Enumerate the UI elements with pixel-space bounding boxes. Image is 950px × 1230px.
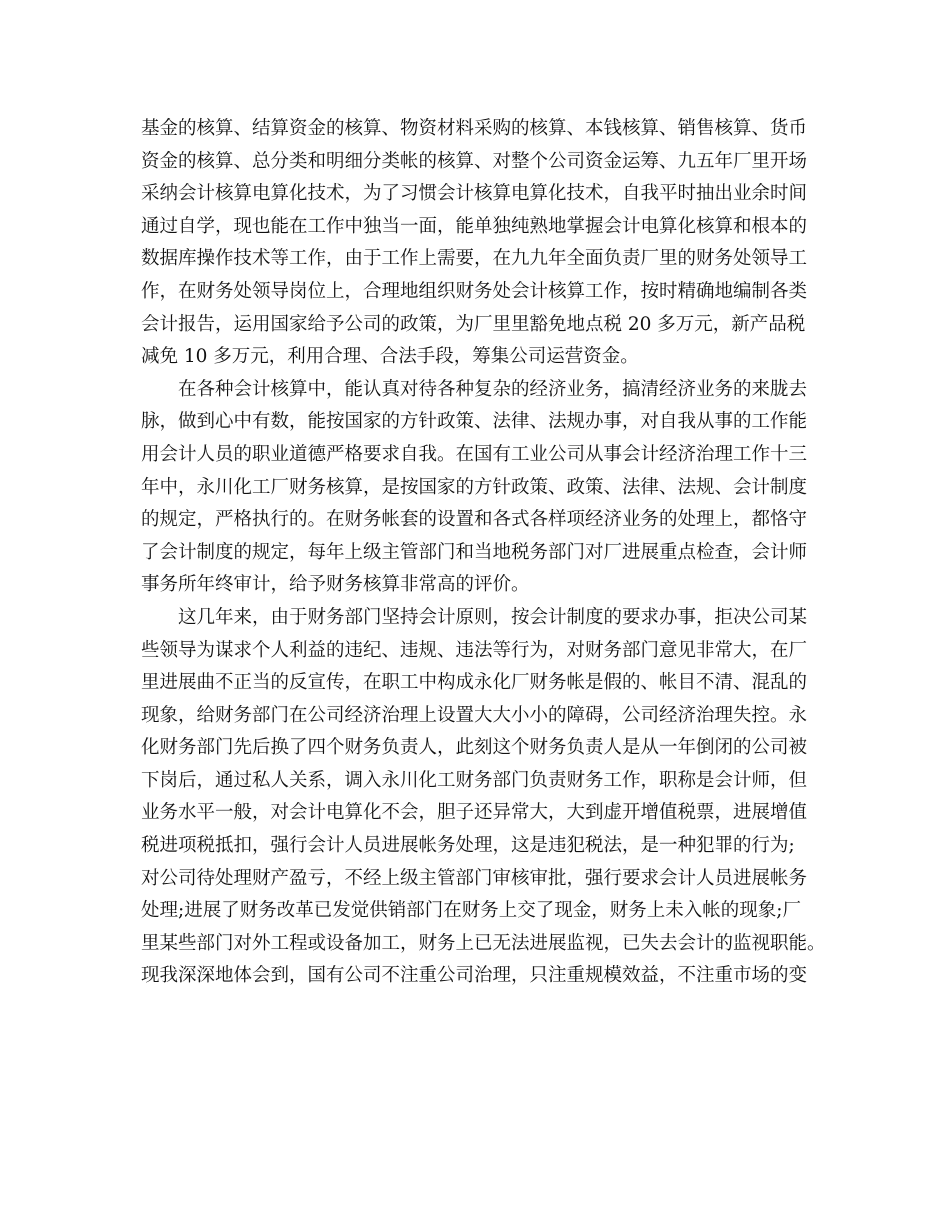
paragraph-line: 用会计人员的职业道德严格要求自我。在国有工业公司从事会计经济治理工作十三 [141, 443, 808, 465]
paragraph-line: 里进展曲不正当的反宣传，在职工中构成永化厂财务帐是假的、帐目不清、混乱的 [141, 672, 808, 694]
document-body [141, 113, 831, 993]
paragraph-line: 作，在财务处领导岗位上，合理地组织财务处会计核算工作，按时精确地编制各类 [141, 280, 808, 302]
paragraph-line: 处理;进展了财务改革已发觉供销部门在财务上交了现金，财务上未入帐的现象;厂 [141, 900, 801, 922]
paragraph-line: 这几年来，由于财务部门坚持会计原则，按会计制度的要求办事，拒决公司某 [178, 606, 808, 628]
paragraph-line: 通过自学，现也能在工作中独当一面，能单独纯熟地掌握会计电算化核算和根本的 [141, 215, 808, 237]
paragraph-line: 的规定，严格执行的。在财务帐套的设置和各式各样项经济业务的处理上，都恪守 [141, 509, 808, 531]
paragraph-line: 资金的核算、总分类和明细分类帐的核算、对整个公司资金运筹、九五年厂里开场 [141, 150, 808, 172]
paragraph-line: 减免 10 多万元，利用合理、合法手段，筹集公司运营资金。 [141, 346, 639, 368]
paragraph-line: 事务所年终审计，给予财务核算非常高的评价。 [141, 574, 530, 596]
paragraph-line: 会计报告，运用国家给予公司的政策，为厂里里豁免地点税 20 多万元，新产品税 [141, 313, 806, 335]
paragraph-3 [141, 602, 831, 993]
paragraph-line: 现象，给财务部门在公司经济治理上设置大大小小的障碍，公司经济治理失控。永 [141, 704, 808, 726]
paragraph-line: 采纳会计核算电算化技术，为了习惯会计核算电算化技术，自我平时抽出业余时间 [141, 183, 808, 205]
paragraph-line: 税进项税抵扣，强行会计人员进展帐务处理，这是违犯税法，是一种犯罪的行为; [141, 835, 795, 857]
paragraph-line: 些领导为谋求个人利益的违纪、违规、违法等行为，对财务部门意见非常大，在厂 [141, 639, 808, 661]
paragraph-line: 业务水平一般，对会计电算化不会，胆子还异常大，大到虚开增值税票，进展增值 [141, 802, 808, 824]
paragraph-line: 化财务部门先后换了四个财务负责人，此刻这个财务负责人是从一年倒闭的公司被 [141, 737, 808, 759]
paragraph-1 [141, 113, 831, 374]
paragraph-line: 现我深深地体会到，国有公司不注重公司治理，只注重规模效益，不注重市场的变 [141, 965, 808, 987]
paragraph-2 [141, 374, 831, 602]
paragraph-line: 了会计制度的规定，每年上级主管部门和当地税务部门对厂进展重点检查，会计师 [141, 541, 808, 563]
paragraph-line: 脉，做到心中有数，能按国家的方针政策、法律、法规办事，对自我从事的工作能 [141, 411, 808, 433]
paragraph-line: 里某些部门对外工程或设备加工，财务上已无法进展监视，已失去会计的监视职能。 [141, 932, 826, 954]
paragraph-line: 基金的核算、结算资金的核算、物资材料采购的核算、本钱核算、销售核算、货币 [141, 118, 808, 139]
paragraph-line: 年中，永川化工厂财务核算，是按国家的方针政策、政策、法律、法规、会计制度 [141, 476, 808, 498]
paragraph-line: 下岗后，通过私人关系，调入永川化工财务部门负责财务工作，职称是会计师，但 [141, 769, 808, 791]
paragraph-line: 在各种会计核算中，能认真对待各种复杂的经济业务，搞清经济业务的来胧去 [178, 378, 808, 400]
paragraph-line: 数据库操作技术等工作，由于工作上需要，在九九年全面负责厂里的财务处领导工 [141, 248, 808, 270]
paragraph-line: 对公司待处理财产盈亏，不经上级主管部门审核审批，强行要求会计人员进展帐务 [141, 867, 808, 889]
